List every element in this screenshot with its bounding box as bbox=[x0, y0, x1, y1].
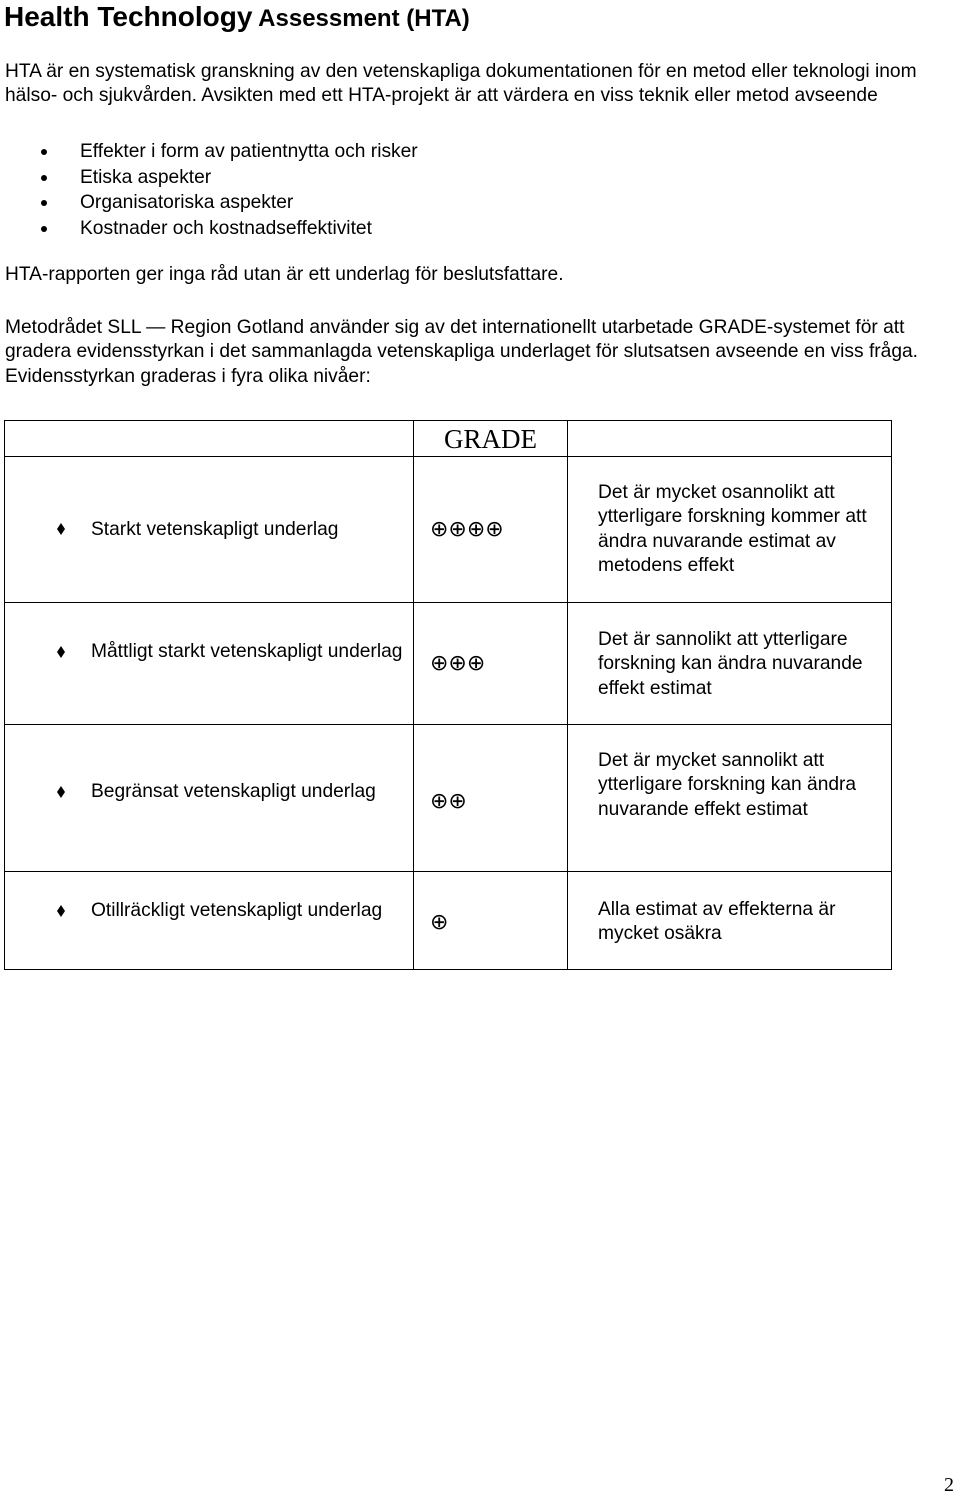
header-empty-cell bbox=[4, 420, 414, 457]
title-main: Health Technology bbox=[4, 1, 253, 32]
table-row-symbol-cell bbox=[413, 871, 568, 970]
list-item-text: Kostnader och kostnadseffektivitet bbox=[80, 218, 372, 240]
level-label: Begränsat vetenskapligt underlag bbox=[91, 781, 376, 802]
grade-description: Det är mycket sannolikt att ytterligare forskning kan ändra nuvarande effekt estimat bbox=[598, 750, 857, 820]
table-row-level-cell bbox=[4, 602, 414, 725]
page-number: 2 bbox=[944, 1474, 954, 1496]
diamond-bullet-icon bbox=[57, 523, 65, 535]
header-empty-cell bbox=[567, 420, 892, 457]
list-item-text: Etiska aspekter bbox=[80, 166, 212, 188]
table-row-level-cell bbox=[4, 456, 414, 603]
list-item-text: Effekter i form av patientnytta och risker bbox=[80, 141, 418, 162]
method-paragraph: Metodrådet SLL — Region Gotland använder sig av det internationellt utarbetade GRADE-systemet för att gradera evidensstyrkan i det sammanlagda vetenskapliga underlaget för slutsatsen avseende en viss fråga. Evidensstyrkan graderas i fyra olika nivåer: bbox=[5, 317, 919, 387]
grade-description: Det är sannolikt att ytterligare forskning kan ändra nuvarande effekt estimat bbox=[598, 629, 863, 699]
diamond-bullet-icon bbox=[57, 905, 65, 917]
grade-table bbox=[4, 420, 892, 972]
bullet-dot-icon bbox=[41, 175, 47, 181]
list-item bbox=[0, 216, 418, 242]
grade-symbols: ⊕⊕ bbox=[430, 789, 467, 814]
page-title bbox=[4, 0, 470, 34]
bullet-dot-icon bbox=[41, 226, 47, 232]
grade-symbols: ⊕ bbox=[430, 910, 449, 935]
table-row-level-cell bbox=[4, 724, 414, 872]
level-label: Måttligt starkt vetenskapligt underlag bbox=[91, 641, 403, 662]
diamond-bullet-icon bbox=[57, 646, 65, 658]
intro-paragraph: HTA är en systematisk granskning av den vetenskapliga dokumentationen för en metod eller teknologi inom hälso- och sjukvården. Avsikten med ett HTA-projekt är att värdera en viss teknik eller metod avseende bbox=[5, 61, 917, 107]
list-item-text: Organisatoriska aspekter bbox=[80, 192, 294, 214]
aspects-list bbox=[0, 139, 418, 242]
list-item bbox=[0, 165, 418, 191]
list-item bbox=[0, 190, 418, 216]
table-row-description-cell bbox=[567, 602, 892, 725]
grade-symbols: ⊕⊕⊕ bbox=[430, 651, 486, 676]
diamond-bullet-icon bbox=[57, 786, 65, 798]
table-row-symbol-cell bbox=[413, 602, 568, 725]
bullet-dot-icon bbox=[41, 149, 47, 155]
bullet-dot-icon bbox=[41, 200, 47, 206]
grade-description: Det är mycket osannolikt att ytterligare forskning kommer att ändra nuvarande estimat av metodens effekt bbox=[598, 482, 867, 577]
level-label: Otillräckligt vetenskapligt underlag bbox=[91, 900, 383, 921]
level-label: Starkt vetenskapligt underlag bbox=[91, 519, 339, 540]
report-note: HTA-rapporten ger inga råd utan är ett underlag för beslutsfattare. bbox=[5, 264, 564, 285]
list-item bbox=[0, 139, 418, 165]
table-row-level-cell bbox=[4, 871, 414, 970]
table-row-description-cell bbox=[567, 871, 892, 970]
table-row-description-cell bbox=[567, 724, 892, 872]
grade-header-cell: GRADE bbox=[413, 420, 568, 457]
grade-description: Alla estimat av effekterna är mycket osäkra bbox=[598, 899, 836, 945]
grade-symbols: ⊕⊕⊕⊕ bbox=[430, 517, 504, 542]
table-row-symbol-cell bbox=[413, 724, 568, 872]
table-row-description-cell bbox=[567, 456, 892, 603]
table-row-symbol-cell bbox=[413, 456, 568, 603]
title-sub: Assessment (HTA) bbox=[252, 5, 470, 32]
